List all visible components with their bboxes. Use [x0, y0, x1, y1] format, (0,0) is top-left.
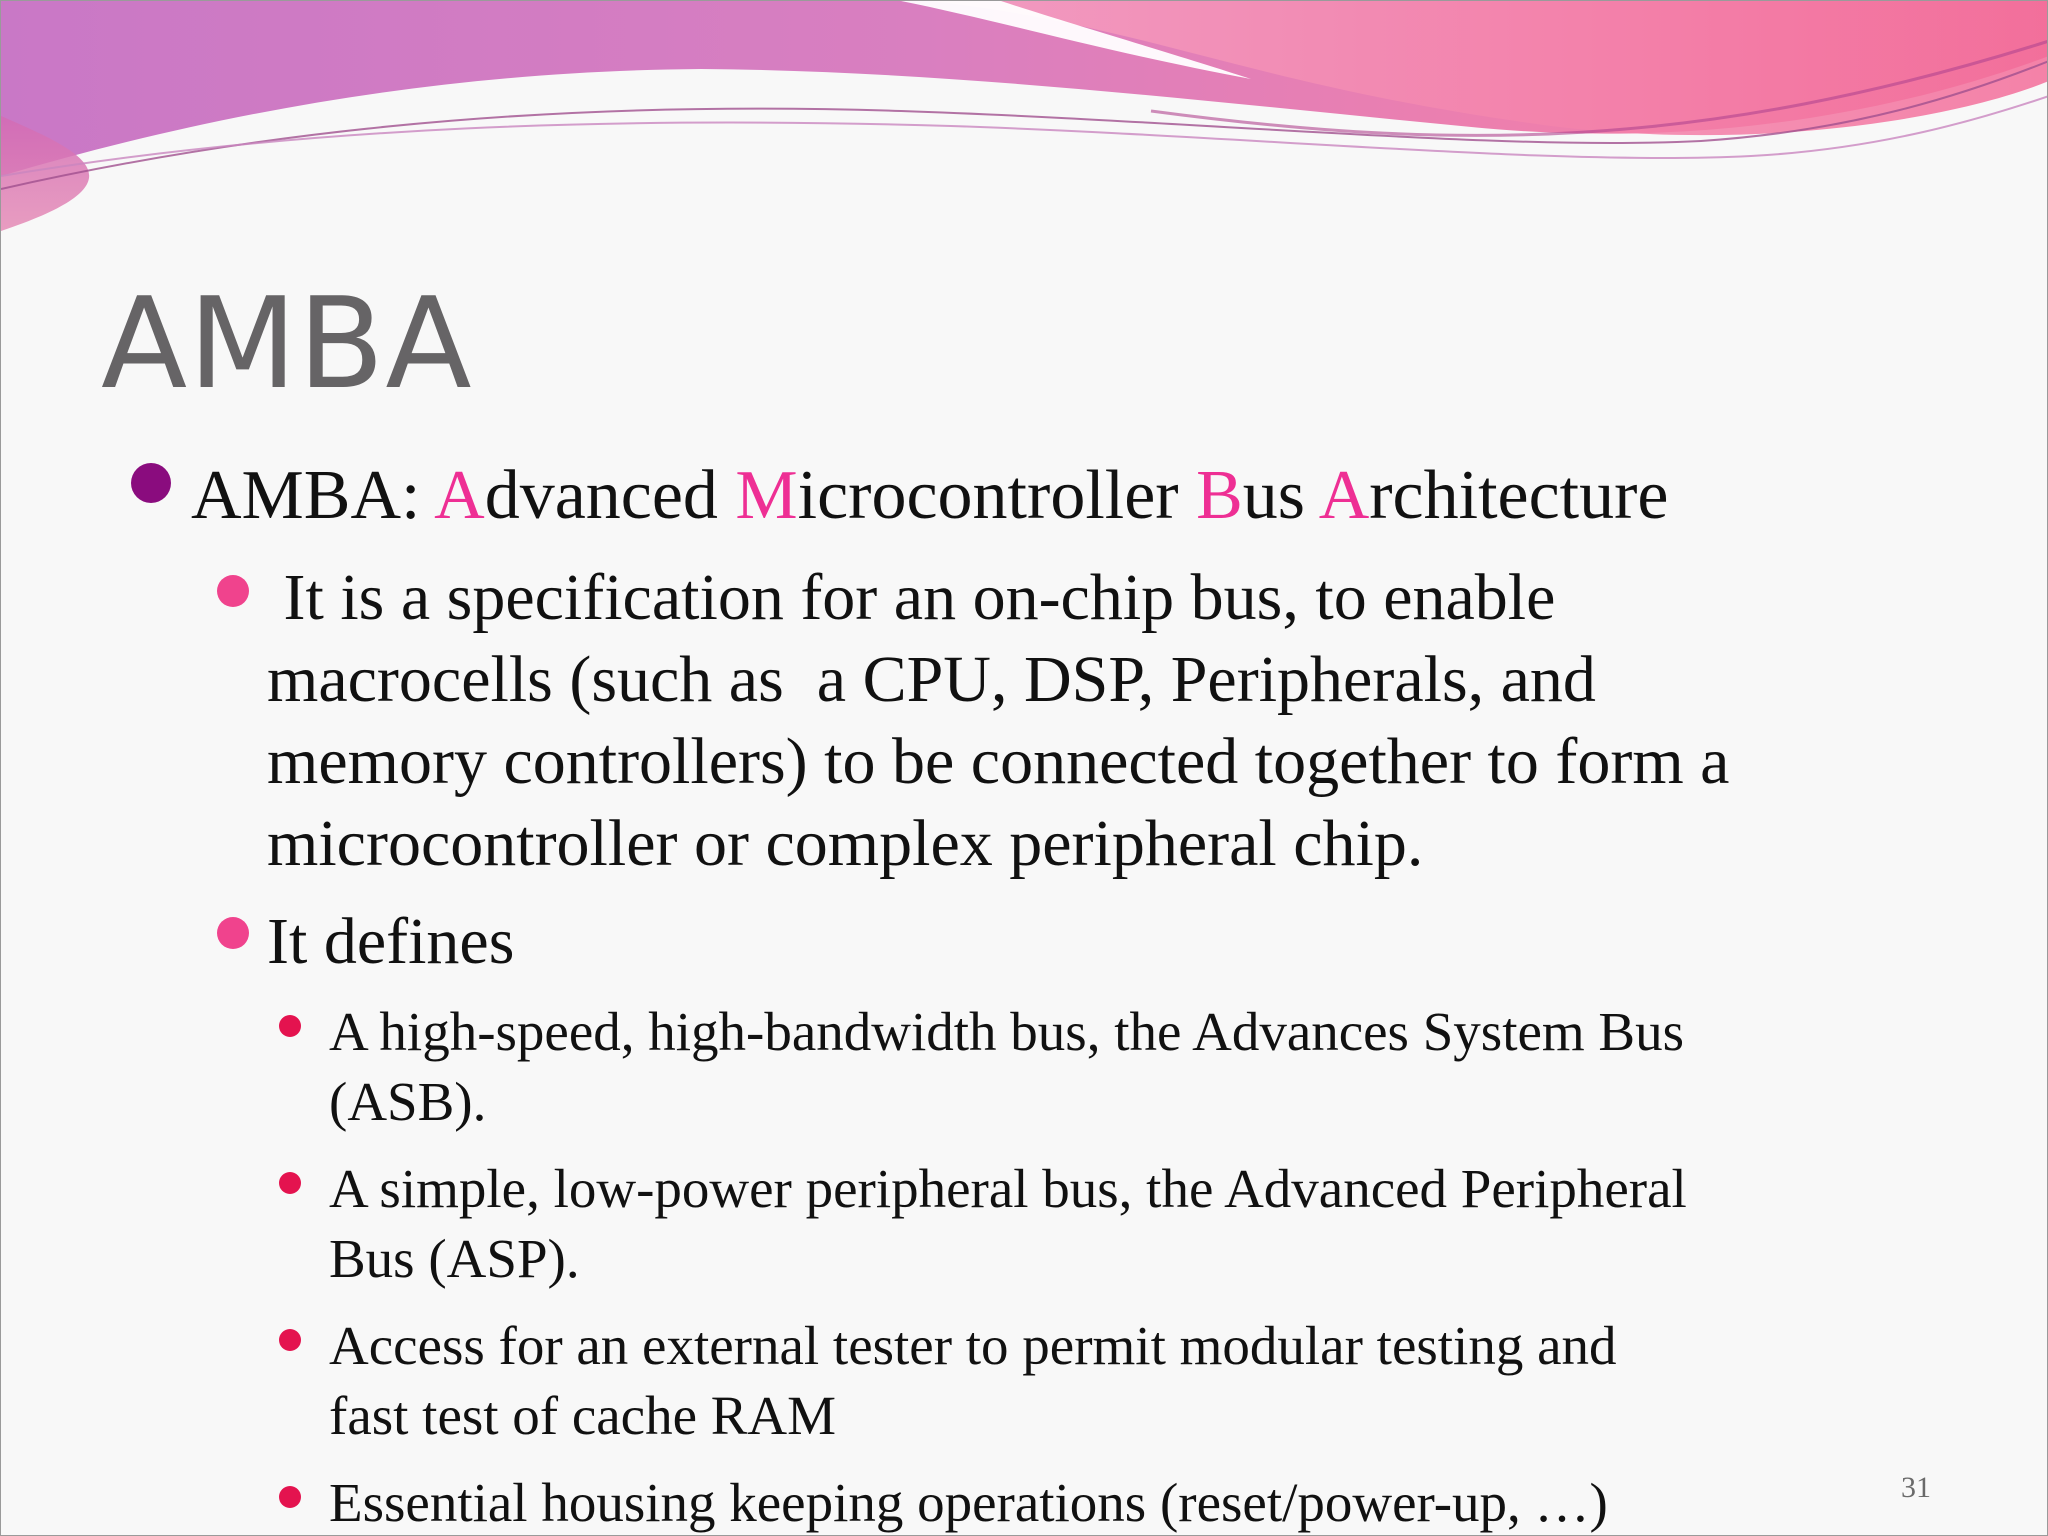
defines-item-housekeeping: [329, 1468, 1929, 1536]
specification-line-2: macrocells (such as a CPU, DSP, Peripherals, and: [267, 643, 1596, 716]
specification-line-1: It is a specification for an on-chip bus, to enable: [267, 561, 1556, 634]
slide-content: [1, 1, 2048, 1536]
defines-item-line: fast test of cache RAM: [329, 1385, 837, 1446]
level3-bullet-dot: [279, 1329, 301, 1351]
amba-prefix: AMBA:: [191, 457, 435, 534]
defines-item-line: A simple, low-power peripheral bus, the Advanced Peripheral: [329, 1158, 1687, 1219]
specification-line-4: microcontroller or complex peripheral chip.: [267, 807, 1424, 880]
defines-item-apb: [329, 1154, 1929, 1294]
level2-bullet-dot: [217, 575, 249, 607]
defines-item-line: Essential housing keeping operations (reset/power-up, …): [329, 1472, 1608, 1533]
acronym-letter-m: M: [735, 457, 798, 534]
defines-item-line: Access for an external tester to permit modular testing and: [329, 1315, 1617, 1376]
acronym-letter-a2: A: [1318, 457, 1370, 534]
defines-item-asb: [329, 997, 1929, 1137]
acronym-rest-advanced: dvanced: [484, 457, 736, 534]
acronym-rest-bus: us: [1242, 457, 1319, 534]
defines-item-line: A high-speed, high-bandwidth bus, the Advances System Bus: [329, 1001, 1685, 1062]
acronym-letter-b: B: [1196, 457, 1243, 534]
acronym-rest-microcontroller: icrocontroller: [797, 457, 1197, 534]
amba-definition-bullet: [191, 456, 1991, 536]
level3-bullet-dot: [279, 1486, 301, 1508]
level3-bullet-dot: [279, 1172, 301, 1194]
level2-bullet-dot: [217, 917, 249, 949]
slide-title: AMBA: [101, 270, 473, 417]
specification-line-3: memory controllers) to be connected together to form a: [267, 725, 1730, 798]
acronym-rest-architecture: rchitecture: [1369, 457, 1669, 534]
level3-bullet-dot: [279, 1015, 301, 1037]
defines-item-line: (ASB).: [329, 1071, 487, 1132]
it-defines-bullet: [267, 901, 1987, 983]
it-defines-text: It defines: [267, 905, 515, 978]
level1-bullet-dot: [131, 463, 171, 503]
specification-bullet: [267, 557, 1987, 885]
defines-item-tester: [329, 1311, 1929, 1451]
acronym-letter-a1: A: [434, 457, 485, 534]
defines-item-line: Bus (ASP).: [329, 1228, 580, 1289]
page-number: 31: [1901, 1471, 1931, 1504]
